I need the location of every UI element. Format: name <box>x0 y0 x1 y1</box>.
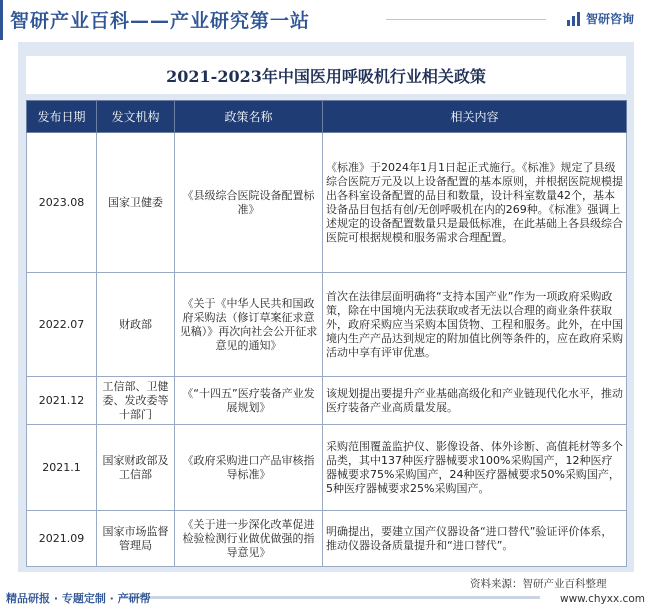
table-row <box>27 425 627 511</box>
header-title: 智研产业百科——产业研究第一站 <box>10 10 311 32</box>
column-header-agency: 发文机构 <box>97 101 175 133</box>
cell-agency: 工信部、卫健委、发改委等十部门 <box>97 377 175 425</box>
cell-content: 采购范围覆盖监护仪、影像设备、体外诊断、高值耗材等多个品类，其中137种医疗器械要求100%采购国产，12种医疗器械要求75%采购国产，24种医疗器械要求50%采购国产，5种医疗器械要求25%采购国产。 <box>323 425 627 511</box>
column-header-policy: 政策名称 <box>175 101 323 133</box>
table-title: 2021-2023年中国医用呼吸机行业相关政策 <box>26 56 626 94</box>
table-row <box>27 511 627 567</box>
table-row <box>27 133 627 273</box>
brand-logo-icon <box>566 11 582 27</box>
footer-decor-bar <box>120 596 540 599</box>
cell-date: 2023.08 <box>27 133 97 273</box>
cell-date: 2021.1 <box>27 425 97 511</box>
cell-agency: 财政部 <box>97 273 175 377</box>
cell-content: 明确提出，要建立国产仪器设备“进口替代”验证评价体系，推动仪器设备质量提升和“进口替代”。 <box>323 511 627 567</box>
column-header-date: 发布日期 <box>27 101 97 133</box>
page-footer <box>0 572 651 610</box>
policy-table <box>26 100 627 567</box>
cell-policy: 《县级综合医院设备配置标准》 <box>175 133 323 273</box>
footer-source: 资料来源：智研产业百科整理 <box>470 578 607 590</box>
cell-content: 该规划提出要提升产业基础高级化和产业链现代化水平，推动医疗装备产业高质量发展。 <box>323 377 627 425</box>
cell-agency: 国家市场监督管理局 <box>97 511 175 567</box>
cell-agency: 国家财政部及工信部 <box>97 425 175 511</box>
footer-tagline: 精品研报 · 专题定制 · 产研帮 <box>6 592 151 605</box>
table-row <box>27 273 627 377</box>
cell-policy: 《关于进一步深化改革促进检验检测行业做优做强的指导意见》 <box>175 511 323 567</box>
cell-agency: 国家卫健委 <box>97 133 175 273</box>
column-header-content: 相关内容 <box>323 101 627 133</box>
brand-logo[interactable] <box>566 10 634 27</box>
cell-content: 首次在法律层面明确将“支持本国产业”作为一项政府采购政策，除在中国境内无法获取或者无法以合理的商业条件获取外，政府采购应当采购本国货物、工程和服务。此外，在中国境内生产产品达到规定的附加值比例等条件的，应在政府采购活动中享有评审优惠。 <box>323 273 627 377</box>
cell-content: 《标准》于2024年1月1日起正式施行。《标准》规定了县级综合医院万元及以上设备配置的基本原则，并根据医院规模提出各科室设备配置的品目和数量，设计科室数量42个，基本设备品目包括有创/无创呼吸机在内的269种。《标准》强调上述规定的设备配置数量只是最低标准，在此基础上各县级综合医院可根据规模和服务需求合理配置。 <box>323 133 627 273</box>
header-divider <box>386 19 546 20</box>
header-accent-bar <box>0 0 3 40</box>
cell-policy: 《“十四五”医疗装备产业发展规划》 <box>175 377 323 425</box>
page-header <box>0 0 651 40</box>
brand-logo-text: 智研咨询 <box>586 12 635 26</box>
cell-policy: 《关于《中华人民共和国政府采购法（修订草案征求意见稿）》再次向社会公开征求意见的通知》 <box>175 273 323 377</box>
footer-url[interactable]: www.chyxx.com <box>560 593 645 605</box>
cell-date: 2021.09 <box>27 511 97 567</box>
cell-policy: 《政府采购进口产品审核指导标准》 <box>175 425 323 511</box>
table-row <box>27 377 627 425</box>
cell-date: 2021.12 <box>27 377 97 425</box>
cell-date: 2022.07 <box>27 273 97 377</box>
table-header-row <box>27 101 627 133</box>
